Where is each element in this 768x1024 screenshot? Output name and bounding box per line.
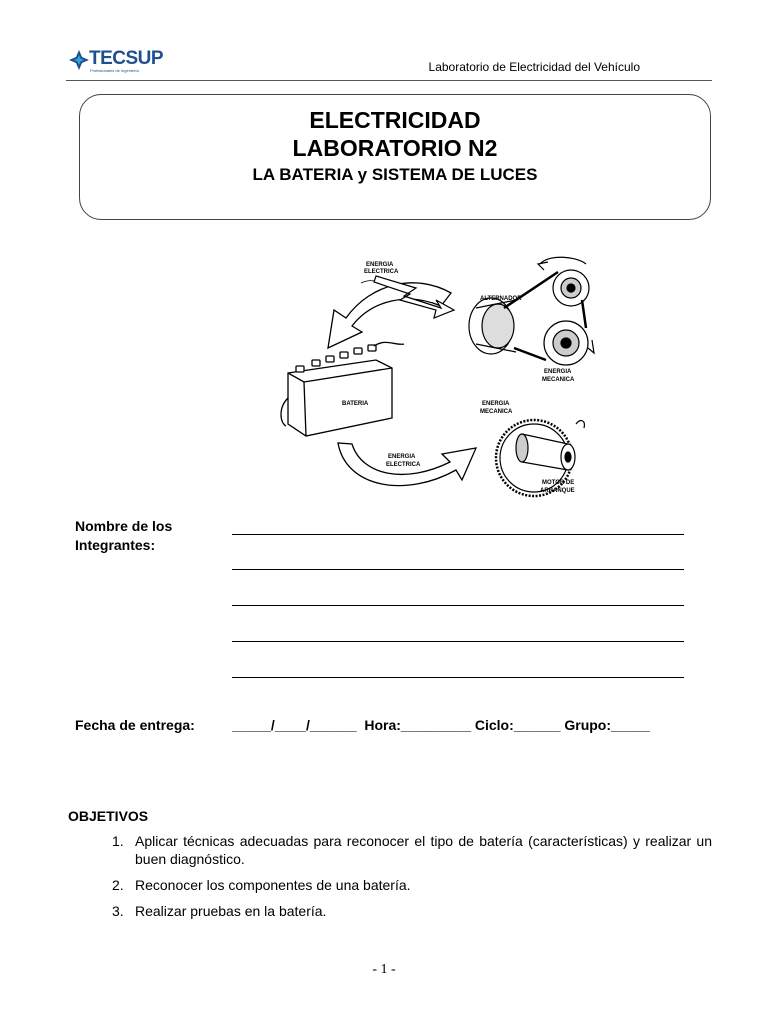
integrante-line-5[interactable] xyxy=(232,677,684,678)
energia-electrica-top-label xyxy=(364,262,399,275)
integrante-line-1[interactable] xyxy=(232,534,684,535)
list-item-number: 1. xyxy=(112,833,124,849)
list-item-number: 2. xyxy=(112,877,124,893)
energy-cycle-diagram xyxy=(276,248,602,504)
list-item xyxy=(112,832,712,868)
document-title: ELECTRICIDAD xyxy=(309,107,481,133)
energia-mecanica-bottom-label xyxy=(480,401,513,415)
list-item xyxy=(112,902,712,920)
energia-electrica-bottom-label xyxy=(386,454,421,468)
fecha-hora-ciclo-grupo-fields[interactable]: _____/____/______ Hora:_________ Ciclo:______ Grupo:_____ xyxy=(232,717,650,733)
tecsup-logo xyxy=(68,48,168,76)
nombre-label-line2: Integrantes: xyxy=(75,537,156,553)
list-item-text: Reconocer los componentes de una batería. xyxy=(135,877,411,893)
svg-text:ELECTRICA: ELECTRICA xyxy=(364,269,399,275)
lab-subtitle: LA BATERIA y SISTEMA DE LUCES xyxy=(252,165,538,184)
header-title: Laboratorio de Electricidad del Vehículo xyxy=(428,60,640,74)
list-item-text: Aplicar técnicas adecuadas para reconocer el tipo de batería (características) y realizar un buen diagnóstico. xyxy=(135,833,712,867)
svg-text:ENERGIA: ENERGIA xyxy=(366,262,394,268)
svg-text:ARRANQUE: ARRANQUE xyxy=(540,488,575,494)
energia-mecanica-top-label xyxy=(542,369,575,383)
arrow-top-icon xyxy=(328,280,451,348)
title-box xyxy=(79,94,711,220)
svg-text:ELECTRICA: ELECTRICA xyxy=(386,462,421,468)
logo-tagline: Profesionales de Ingeniería xyxy=(90,68,139,73)
list-item-text: Realizar pruebas en la batería. xyxy=(135,903,327,919)
integrante-line-4[interactable] xyxy=(232,641,684,642)
alternador-label: ALTERNADOR xyxy=(480,296,522,302)
svg-text:ENERGIA: ENERGIA xyxy=(388,454,416,460)
tecsup-logo-icon xyxy=(68,49,90,71)
header-divider xyxy=(66,80,712,81)
svg-text:ENERGIA: ENERGIA xyxy=(544,369,572,375)
objetivos-heading: OBJETIVOS xyxy=(68,808,149,824)
alternator-icon xyxy=(469,257,594,365)
integrante-line-3[interactable] xyxy=(232,605,684,606)
lab-number-title: LABORATORIO N2 xyxy=(292,135,498,161)
integrante-line-2[interactable] xyxy=(232,569,684,570)
battery-icon xyxy=(281,342,404,436)
svg-text:MECANICA: MECANICA xyxy=(542,377,575,383)
list-item xyxy=(112,876,712,894)
svg-text:ENERGIA: ENERGIA xyxy=(482,401,510,407)
svg-text:MECANICA: MECANICA xyxy=(480,409,513,415)
fecha-entrega-label: Fecha de entrega: xyxy=(75,717,195,733)
list-item-number: 3. xyxy=(112,903,124,919)
nombre-label-line1: Nombre de los xyxy=(75,518,173,534)
page-number: - 1 - xyxy=(372,962,396,977)
logo-text: TECSUP xyxy=(89,48,164,69)
bateria-label: BATERIA xyxy=(342,401,369,407)
svg-text:MOTOR DE: MOTOR DE xyxy=(542,480,575,486)
objetivos-list xyxy=(112,832,712,928)
